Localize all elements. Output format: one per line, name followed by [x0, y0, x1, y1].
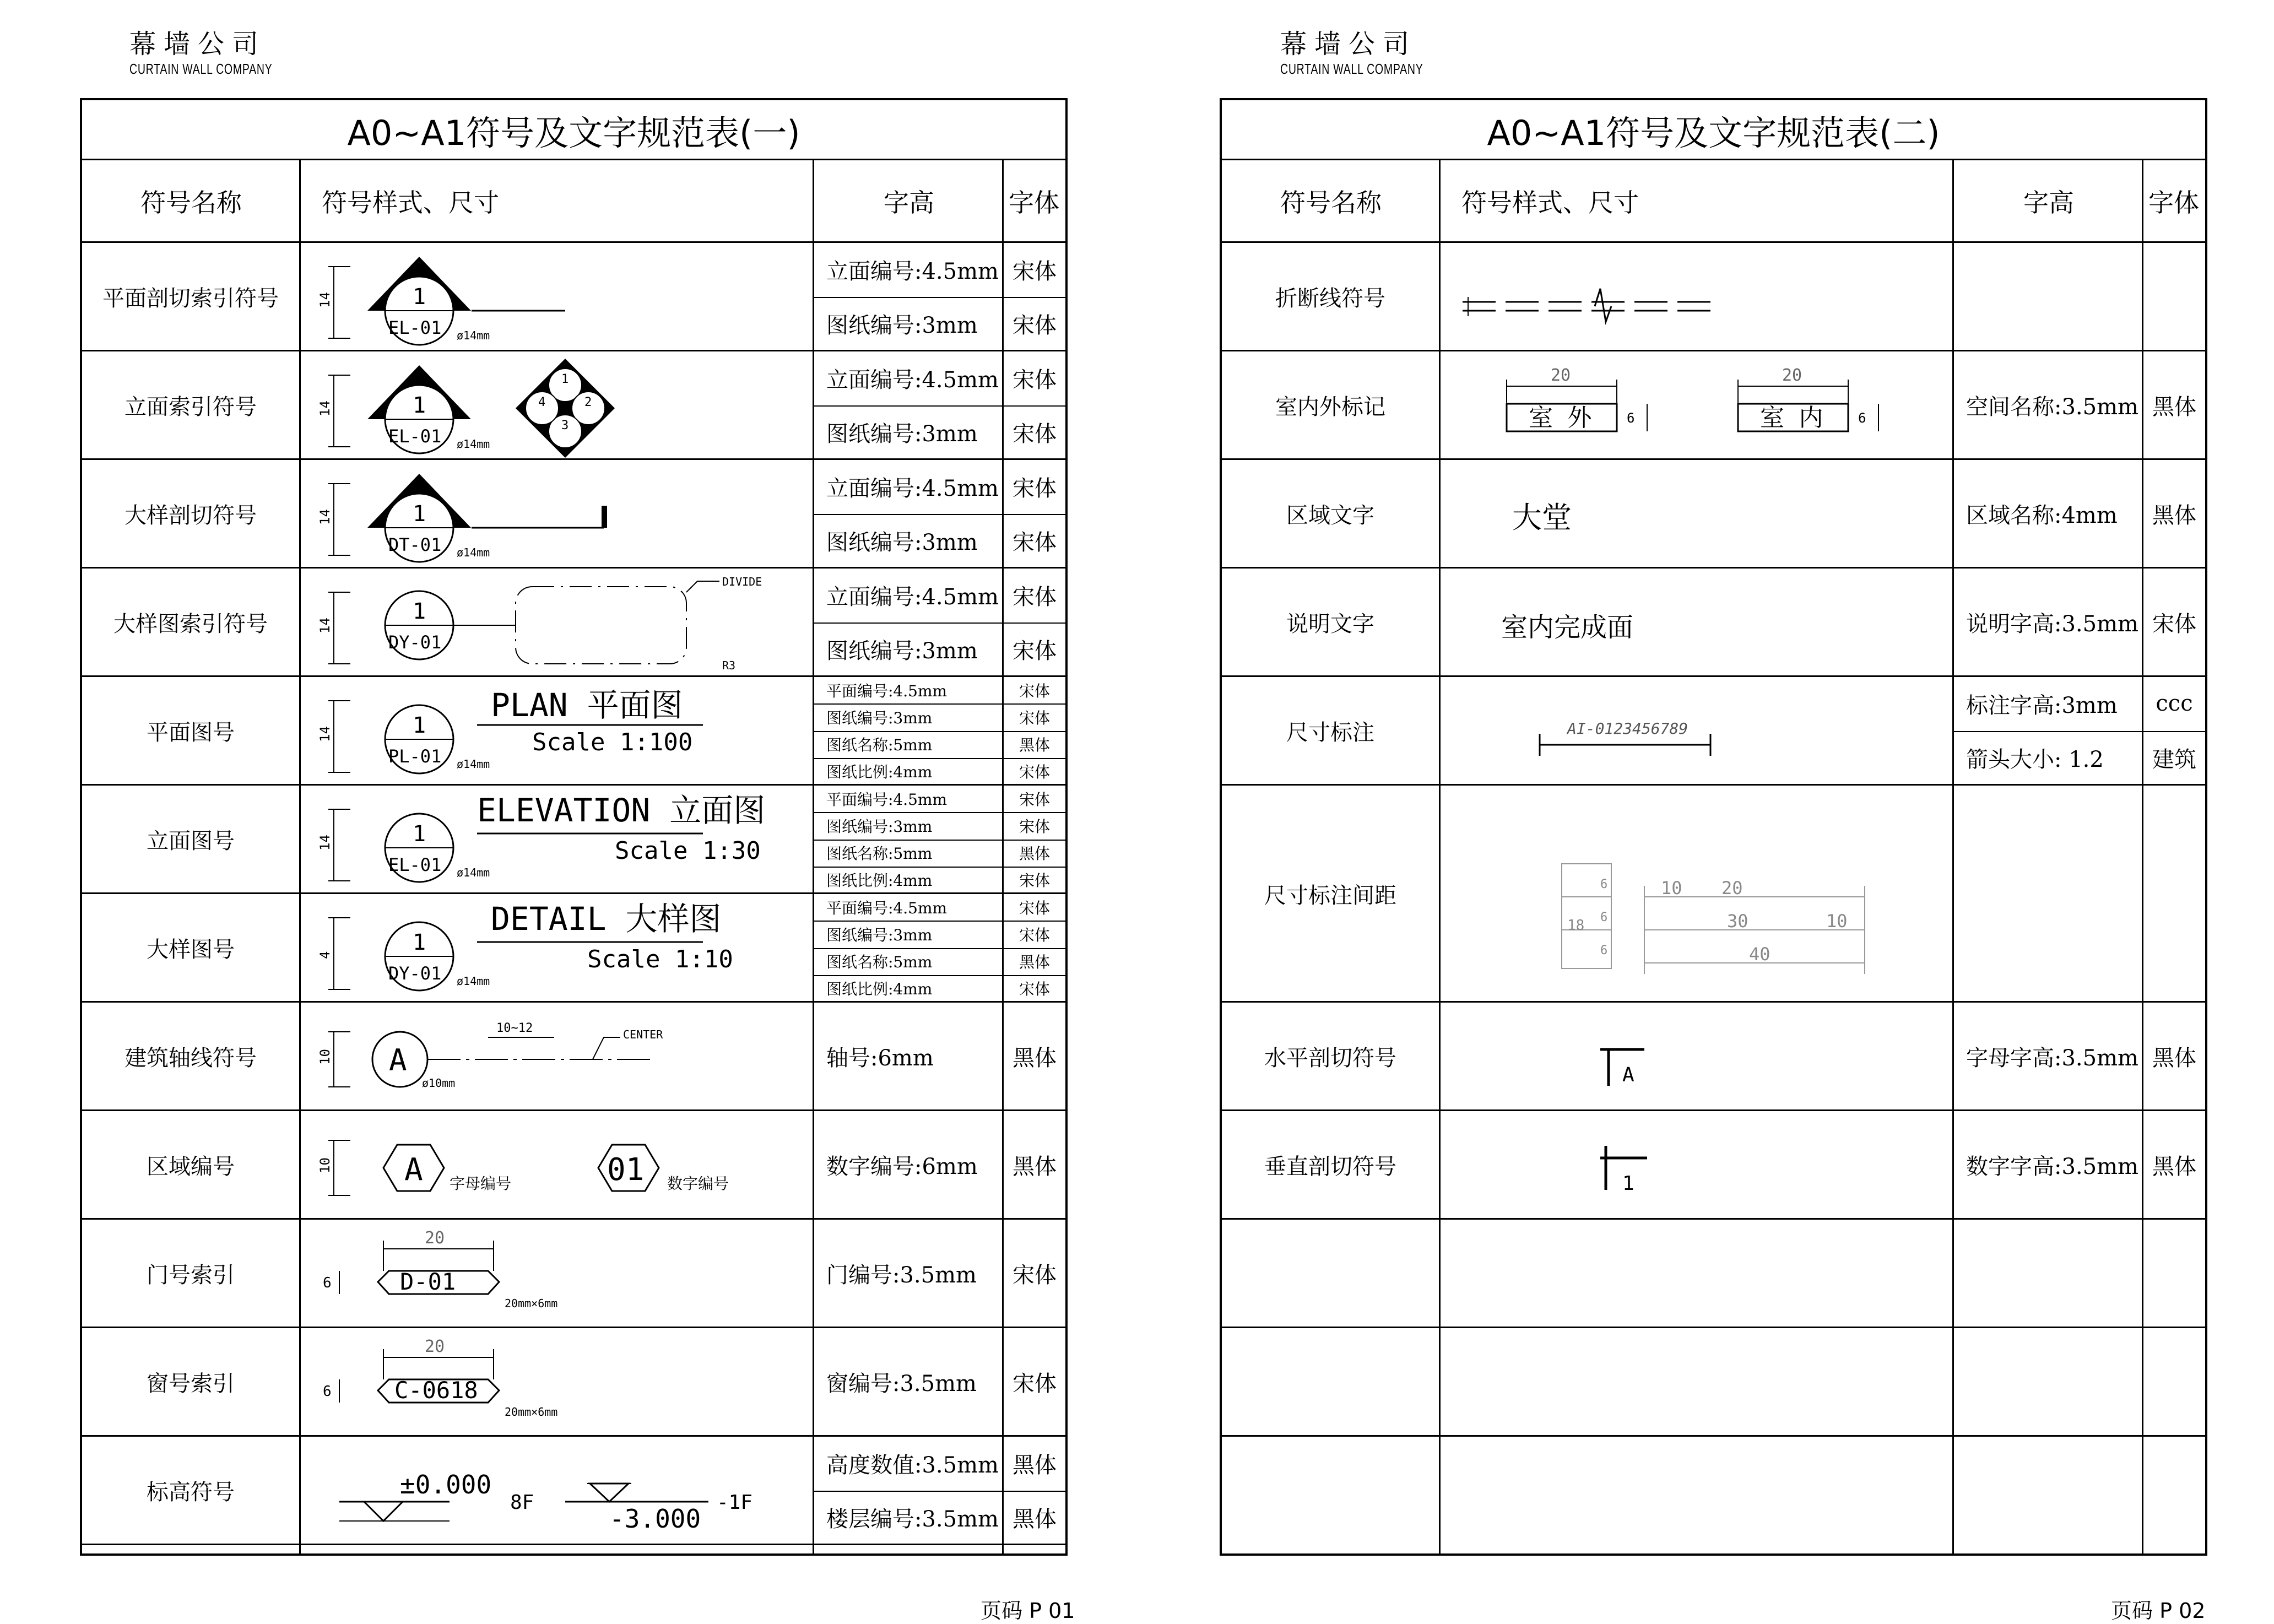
right-table [1220, 98, 2207, 1556]
symbol-r1 [1441, 245, 1953, 350]
symbol-name: 水平剖切符号 [1264, 1046, 1396, 1071]
font-height: 窗编号:3.5mm [826, 1371, 977, 1396]
drawing-code: DT-01 [388, 534, 442, 555]
diameter-label: ø14mm [457, 437, 490, 451]
note-text: 室内完成面 [1501, 612, 1634, 643]
index-code: C-0618 [394, 1377, 478, 1404]
symbol-box [1441, 1438, 1952, 1545]
symbol-name: 立面索引符号 [124, 394, 257, 420]
page-number-left: 页码 P 01 [981, 1599, 1075, 1623]
symbol-11 [301, 1330, 813, 1436]
sub-index-number: 4 [538, 396, 546, 409]
font-family: 黑体 [1013, 1046, 1057, 1071]
symbol-name: 门号索引 [147, 1263, 235, 1288]
font-family: 宋体 [1019, 763, 1050, 782]
drawing-code: EL-01 [388, 854, 442, 875]
dim-v2: 6 [1600, 910, 1608, 924]
font-height: 标注字高:3mm [1966, 692, 2118, 718]
font-height: 说明字高:3.5mm [1966, 611, 2138, 637]
symbol-12 [301, 1438, 813, 1544]
font-height: 区域名称:4mm [1966, 503, 2118, 528]
company-name-cn: 幕墙公司 [129, 29, 267, 59]
symbol-2 [301, 353, 813, 459]
header-font: 字体 [1009, 188, 1059, 218]
symbol-box [1441, 1004, 1952, 1111]
font-height: 图纸比例:4mm [826, 763, 933, 782]
symbol-name [1222, 1328, 1439, 1436]
symbol-name: 建筑轴线符号 [124, 1046, 257, 1071]
font-family: 黑体 [1013, 1154, 1057, 1179]
scale-label: Scale 1:10 [587, 945, 733, 973]
dim-b: 20 [1721, 877, 1743, 898]
space-label-in: 室 内 [1760, 404, 1823, 432]
font-family: ccc [2156, 691, 2193, 717]
drawing-code: EL-01 [388, 426, 442, 447]
font-family: 宋体 [1019, 790, 1050, 809]
symbol-box [301, 895, 813, 1002]
font-height: 图纸编号:3mm [826, 817, 933, 836]
font-family: 宋体 [1019, 925, 1050, 944]
header-font: 字体 [2148, 188, 2199, 218]
height-dim: 6 [1858, 410, 1866, 426]
font-family: 宋体 [1019, 681, 1050, 700]
diameter-label: ø10mm [422, 1076, 456, 1090]
symbol-3 [301, 462, 813, 567]
header-style: 符号样式、尺寸 [322, 188, 499, 218]
symbol-r7 [1441, 1004, 1953, 1110]
scale-label: Scale 1:30 [615, 837, 761, 865]
font-height [1954, 1219, 2141, 1328]
symbol-box [1441, 1221, 1952, 1328]
symbol-r5 [1441, 679, 1953, 784]
drawing-code: EL-01 [388, 317, 442, 338]
font-height: 图纸编号:3mm [826, 530, 978, 556]
font-family: 宋体 [1013, 584, 1057, 610]
font-family: 宋体 [1013, 530, 1057, 556]
height-dim: 6 [1627, 410, 1635, 426]
diameter-label: ø14mm [457, 866, 490, 879]
font-height: 图纸编号:3mm [826, 313, 978, 339]
company-logo-right [1280, 28, 1471, 77]
font-family: 宋体 [1013, 475, 1057, 501]
drawing-name: ELEVATION 立面图 [477, 792, 766, 829]
symbol-box [301, 1438, 813, 1545]
index-number: 1 [413, 501, 426, 527]
company-logo-left [129, 28, 320, 77]
symbol-box [1441, 461, 1952, 568]
symbol-name: 平面图号 [147, 720, 235, 745]
font-height: 图纸编号:3mm [826, 421, 978, 447]
index-number: 1 [413, 284, 426, 310]
font-height [1954, 785, 2141, 1002]
font-family: 宋体 [1013, 1371, 1057, 1396]
center-label: CENTER [623, 1028, 663, 1041]
symbol-box [301, 1004, 813, 1111]
drawing-code: DY-01 [388, 632, 442, 653]
width-dim: 20 [425, 1337, 445, 1356]
font-height: 立面编号:4.5mm [826, 584, 999, 610]
font-family: 宋体 [1013, 313, 1057, 339]
drawing-name: PLAN 平面图 [491, 686, 683, 724]
font-family: 黑体 [2152, 503, 2196, 528]
zone-letter: A [404, 1152, 423, 1188]
symbol-name: 垂直剖切符号 [1264, 1154, 1396, 1179]
symbol-6 [301, 787, 813, 893]
symbol-name: 大样剖切符号 [124, 503, 257, 528]
symbol-r6 [1441, 842, 1953, 965]
font-family: 宋体 [1019, 708, 1050, 727]
floor-label-2: -1F [717, 1491, 753, 1514]
font-height: 轴号:6mm [826, 1046, 934, 1071]
height-dim: 6 [323, 1383, 332, 1400]
symbol-1 [301, 245, 813, 350]
symbol-name [1222, 1219, 1439, 1328]
dimension-label: 10 [317, 1157, 333, 1173]
radius-label: R3 [722, 659, 736, 672]
symbol-name: 室内外标记 [1275, 394, 1385, 420]
symbol-box [1441, 244, 1952, 351]
font-height: 数字字高:3.5mm [1966, 1154, 2138, 1179]
symbol-box [1441, 1329, 1952, 1436]
font-height: 数字编号:6mm [826, 1154, 978, 1179]
section-number: 1 [1622, 1172, 1634, 1195]
font-height: 立面编号:4.5mm [826, 475, 999, 501]
symbol-name: 标高符号 [147, 1480, 235, 1505]
symbol-box [301, 787, 813, 894]
company-name-cn: 幕墙公司 [1280, 29, 1417, 59]
font-family: 宋体 [1013, 638, 1057, 664]
symbol-name [1222, 1436, 1439, 1545]
font-family [2143, 785, 2205, 1002]
symbol-box [301, 461, 813, 568]
font-family: 宋体 [1019, 898, 1050, 917]
font-family: 建筑 [2152, 747, 2196, 773]
company-name-en: CURTAIN WALL COMPANY [1280, 61, 1423, 77]
symbol-box [1441, 353, 1952, 459]
range-label: 10~12 [496, 1021, 533, 1035]
symbol-name: 说明文字 [1286, 611, 1374, 637]
table-title: A0~A1符号及文字规范表(二) [1487, 112, 1940, 153]
font-height: 字母字高:3.5mm [1966, 1046, 2138, 1071]
header-style: 符号样式、尺寸 [1461, 188, 1639, 218]
font-height: 图纸名称:5mm [826, 953, 933, 972]
diameter-label: ø14mm [457, 757, 490, 771]
header-height: 字高 [884, 188, 934, 218]
sub-index-number: 1 [561, 372, 569, 386]
symbol-box [1441, 787, 1952, 1002]
width-dim: 20 [1551, 366, 1571, 385]
index-code: D-01 [400, 1268, 456, 1295]
font-height: 图纸名称:5mm [826, 736, 933, 755]
font-height: 空间名称:3.5mm [1966, 394, 2138, 420]
symbol-name: 区域编号 [147, 1154, 235, 1179]
drawing-code: DY-01 [388, 963, 442, 984]
font-family [2143, 1436, 2205, 1545]
font-height: 立面编号:4.5mm [826, 258, 999, 284]
font-height: 平面编号:4.5mm [826, 898, 948, 917]
font-family: 宋体 [1019, 817, 1050, 836]
font-family: 宋体 [1013, 367, 1057, 393]
symbol-box [1441, 570, 1952, 676]
zone-number: 01 [607, 1152, 645, 1188]
index-number: 1 [413, 599, 426, 624]
symbol-box [1441, 678, 1952, 785]
symbol-10 [301, 1221, 813, 1327]
drawing-name: DETAIL 大样图 [491, 900, 722, 938]
sub-index-number: 2 [584, 396, 592, 409]
dim-v: 18 [1567, 917, 1585, 934]
dimension-label: 14 [317, 726, 333, 742]
symbol-r8 [1441, 1113, 1953, 1219]
zone-letter-label: 字母编号 [450, 1174, 512, 1193]
font-family [2143, 242, 2205, 351]
symbol-name: 大样图号 [147, 937, 235, 962]
font-family: 黑体 [1013, 1452, 1057, 1478]
dimension-label: 14 [317, 400, 333, 416]
font-family: 黑体 [1019, 845, 1050, 863]
font-family: 黑体 [2152, 1154, 2196, 1179]
size-label: 20mm×6mm [505, 1405, 558, 1419]
font-family: 黑体 [2152, 394, 2196, 420]
font-family: 宋体 [1013, 1263, 1057, 1288]
elevation-value-1: ±0.000 [400, 1470, 492, 1500]
font-family: 宋体 [1013, 421, 1057, 447]
right-page [1137, 0, 2274, 1623]
dimension-text: AI-0123456789 [1567, 719, 1688, 738]
width-dim: 20 [425, 1228, 445, 1248]
symbol-box [301, 244, 813, 351]
font-height [1954, 242, 2141, 351]
font-family: 宋体 [2152, 611, 2196, 637]
dim-c: 30 [1727, 910, 1748, 932]
left-table [80, 98, 1068, 1556]
header-height: 字高 [2023, 188, 2074, 218]
font-height: 箭头大小: 1.2 [1966, 747, 2104, 773]
font-height: 楼层编号:3.5mm [826, 1507, 999, 1533]
font-family: 宋体 [1019, 980, 1050, 999]
font-height: 图纸名称:5mm [826, 845, 933, 863]
floor-label-1: 8F [510, 1491, 534, 1514]
font-family: 宋体 [1019, 871, 1050, 890]
index-number: 1 [413, 821, 426, 847]
dimension-label: 14 [317, 618, 333, 634]
index-number: 1 [413, 393, 426, 418]
symbol-box [301, 678, 813, 785]
font-height: 图纸比例:4mm [826, 980, 933, 999]
dimension-label: 14 [317, 509, 333, 525]
diameter-label: ø14mm [457, 329, 490, 342]
left-page [0, 0, 1137, 1623]
diameter-label: ø14mm [457, 546, 490, 559]
zone-text: 大堂 [1512, 500, 1572, 535]
font-height: 图纸编号:3mm [826, 925, 933, 944]
symbol-7 [301, 896, 813, 1002]
font-height: 图纸比例:4mm [826, 871, 933, 890]
font-height [1954, 1328, 2141, 1436]
header-name: 符号名称 [1280, 188, 1382, 218]
font-height: 门编号:3.5mm [826, 1263, 977, 1288]
symbol-r3 [1441, 462, 1953, 567]
index-number: 1 [413, 930, 426, 955]
diameter-label: ø14mm [457, 975, 490, 988]
symbol-name: 折断线符号 [1275, 286, 1385, 311]
symbol-box [301, 1329, 813, 1436]
font-family [2143, 1328, 2205, 1436]
dim-v3: 6 [1600, 943, 1608, 957]
symbol-4 [301, 570, 813, 676]
dim-a: 10 [1661, 877, 1682, 898]
symbol-8 [301, 1004, 813, 1110]
font-family: 宋体 [1013, 258, 1057, 284]
symbol-r4 [1441, 570, 1953, 676]
symbol-box [301, 1221, 813, 1328]
symbol-r2 [1441, 353, 1953, 459]
symbol-box [301, 570, 813, 676]
symbol-name: 区域文字 [1286, 503, 1374, 528]
height-dim: 6 [323, 1275, 332, 1291]
symbol-box [301, 1112, 813, 1219]
dim-v1: 6 [1600, 877, 1608, 891]
font-height [1954, 1436, 2141, 1545]
header-name: 符号名称 [140, 188, 242, 218]
font-height: 高度数值:3.5mm [826, 1452, 999, 1478]
space-label-out: 室 外 [1529, 404, 1592, 432]
symbol-box [1441, 1112, 1952, 1219]
symbol-name: 窗号索引 [147, 1371, 235, 1396]
font-height: 平面编号:4.5mm [826, 790, 948, 809]
font-family: 黑体 [1019, 953, 1050, 972]
index-number: 1 [413, 713, 426, 738]
sub-index-number: 3 [561, 419, 569, 432]
company-name-en: CURTAIN WALL COMPANY [129, 61, 273, 77]
dim-e: 40 [1749, 943, 1771, 965]
dimension-label: 4 [317, 951, 333, 959]
dim-d: 10 [1826, 910, 1848, 932]
symbol-name: 立面图号 [147, 829, 235, 854]
font-height: 图纸编号:3mm [826, 708, 933, 727]
elevation-value-2: -3.000 [609, 1504, 701, 1534]
font-family [2143, 1219, 2205, 1328]
font-family: 黑体 [2152, 1046, 2196, 1071]
symbol-name: 尺寸标注 [1286, 720, 1374, 745]
font-height: 平面编号:4.5mm [826, 681, 948, 700]
zone-number-label: 数字编号 [667, 1174, 729, 1193]
divide-label: DIVIDE [722, 575, 762, 588]
symbol-name: 尺寸标注间距 [1264, 883, 1396, 908]
table-title: A0~A1符号及文字规范表(一) [347, 112, 800, 153]
width-dim: 20 [1782, 366, 1802, 385]
symbol-5 [301, 679, 813, 784]
font-height: 立面编号:4.5mm [826, 367, 999, 393]
symbol-box [301, 353, 813, 459]
drawing-code: PL-01 [388, 746, 442, 767]
symbol-name: 大样图索引符号 [113, 611, 268, 637]
symbol-name: 平面剖切索引符号 [102, 286, 279, 311]
scale-label: Scale 1:100 [532, 728, 693, 756]
font-family: 黑体 [1019, 736, 1050, 755]
page-number-right: 页码 P 02 [2111, 1599, 2206, 1623]
font-family: 黑体 [1013, 1507, 1057, 1533]
size-label: 20mm×6mm [505, 1297, 558, 1310]
symbol-9 [301, 1113, 813, 1219]
dimension-label: 10 [317, 1049, 333, 1065]
section-letter: A [1622, 1064, 1634, 1086]
dimension-label: 14 [317, 835, 333, 851]
axis-letter: A [389, 1043, 407, 1078]
dimension-label: 14 [317, 292, 333, 308]
font-height: 图纸编号:3mm [826, 638, 978, 664]
